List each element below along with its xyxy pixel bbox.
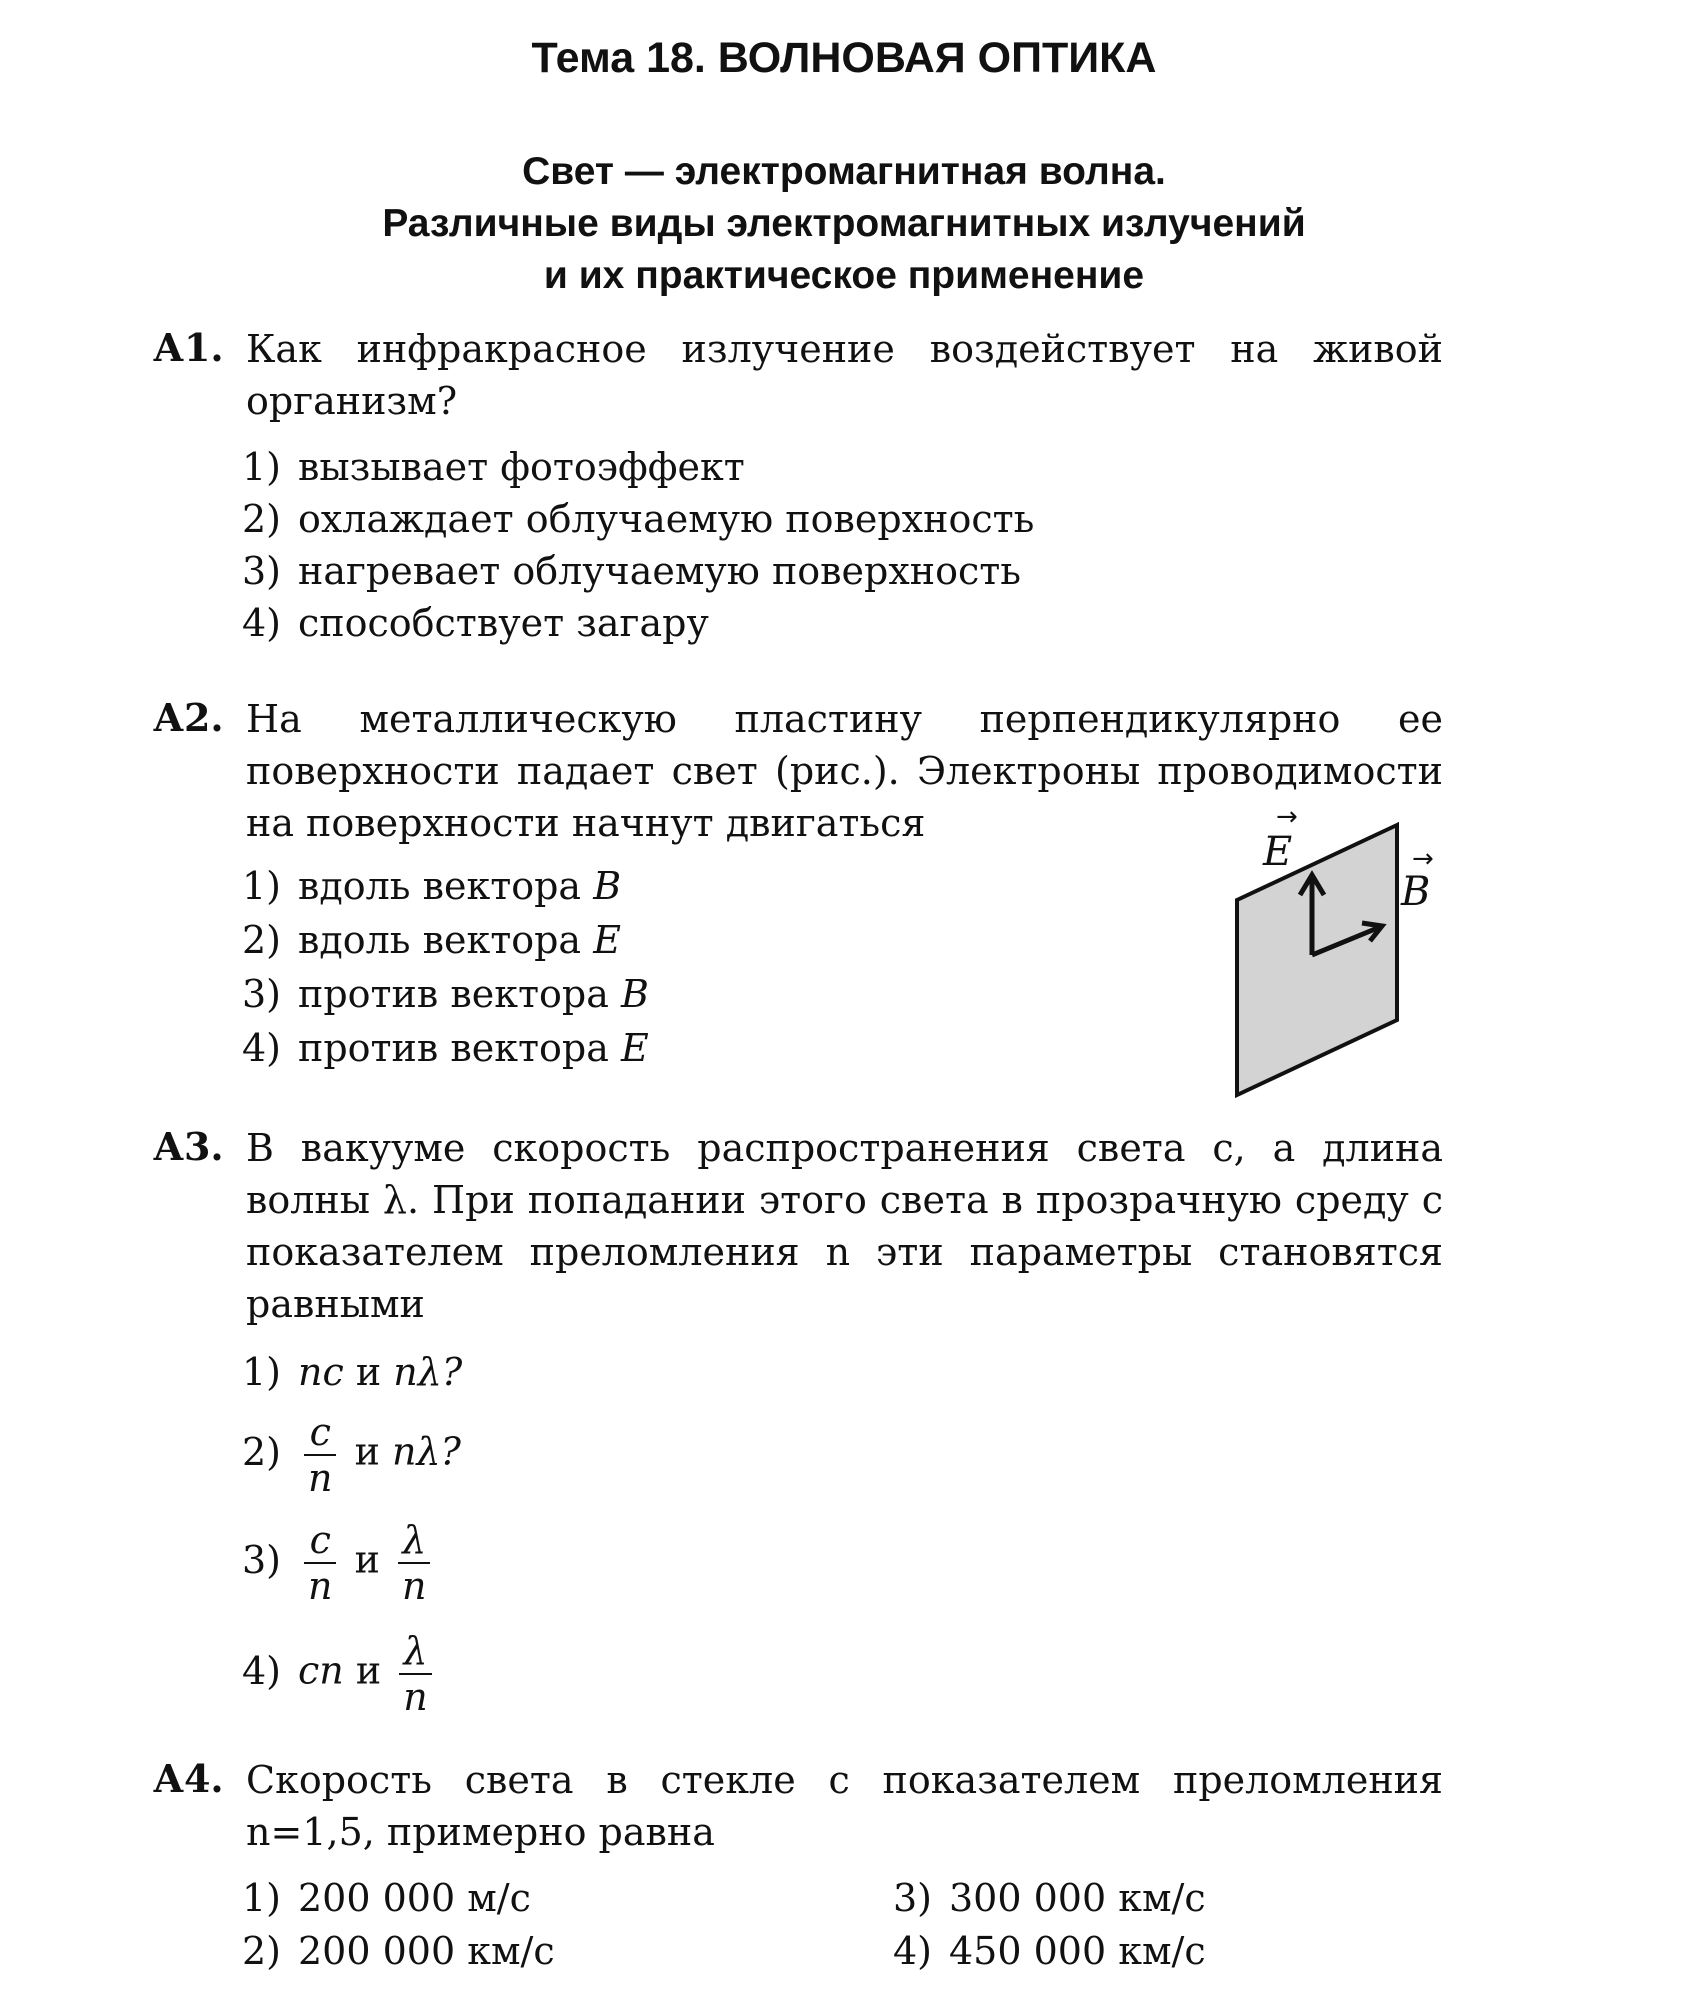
formula-term: nλ? xyxy=(393,1350,463,1394)
option-number: 2) xyxy=(242,1429,282,1474)
answer-option[interactable] xyxy=(242,860,621,912)
answer-option[interactable] xyxy=(242,1410,461,1500)
question-text: На металлическую пластину перпендикулярно ее поверхности падает свет (рис.). Электроны проводимости на поверхности начнут двигаться xyxy=(246,697,1443,845)
question-text: Скорость света в стекле с показателем преломления n=1,5, примерно равна xyxy=(246,1758,1443,1854)
question-number: А1. xyxy=(153,325,224,370)
option-number: 1) xyxy=(242,1876,282,1920)
option-number: 3) xyxy=(893,1876,933,1920)
answer-option[interactable] xyxy=(893,1925,1206,1977)
conjunction: и xyxy=(355,1350,382,1394)
answer-option[interactable] xyxy=(242,1629,438,1719)
option-number: 1) xyxy=(242,864,282,908)
option-number: 4) xyxy=(242,1648,282,1693)
answer-option[interactable] xyxy=(242,968,649,1020)
option-text: вызывает фотоэффект xyxy=(298,445,745,489)
formula-term: cn xyxy=(298,1648,344,1693)
answer-option[interactable] xyxy=(893,1872,1206,1924)
question-number: А4. xyxy=(153,1756,224,1801)
option-number: 4) xyxy=(242,1026,282,1070)
numerator: c xyxy=(309,1518,331,1562)
answer-option[interactable] xyxy=(242,545,1021,597)
section-title-line: Свет — электромагнитная волна. xyxy=(522,150,1166,193)
question-text: В вакууме скорость распространения света c, а длина волны λ. При попадании этого света в прозрачную среду с показателем преломления n эти параметры становятся равными xyxy=(246,1126,1443,1326)
answer-option[interactable] xyxy=(242,493,1034,545)
section-title-line: и их практическое применение xyxy=(543,254,1145,297)
answer-option[interactable] xyxy=(242,1346,462,1398)
option-number: 1) xyxy=(242,1350,282,1394)
option-text: 200 000 км/с xyxy=(298,1929,555,1973)
option-number: 3) xyxy=(242,1537,282,1582)
option-text: вдоль вектора xyxy=(298,864,582,908)
option-text: 200 000 м/с xyxy=(298,1876,531,1920)
option-number: 4) xyxy=(893,1929,933,1973)
vector-symbol: E xyxy=(620,1026,649,1070)
label-e: E xyxy=(1263,829,1293,875)
conjunction: и xyxy=(355,1648,382,1693)
denominator: n xyxy=(399,1673,431,1719)
option-text: против вектора xyxy=(298,972,609,1016)
option-text: 300 000 км/с xyxy=(949,1876,1206,1920)
denominator: n xyxy=(304,1562,336,1608)
option-text: вдоль вектора xyxy=(298,918,582,962)
conjunction: и xyxy=(354,1429,380,1474)
section-title-line: Различные виды электромагнитных излучений xyxy=(382,202,1306,245)
option-text: способствует загару xyxy=(298,601,709,645)
option-text: против вектора xyxy=(298,1026,609,1070)
option-number: 3) xyxy=(242,972,282,1016)
option-text: охлаждает облучаемую поверхность xyxy=(298,497,1035,541)
vector-symbol: E xyxy=(593,918,621,962)
numerator: λ xyxy=(403,1629,428,1673)
answer-option[interactable] xyxy=(242,1518,436,1608)
answer-option[interactable] xyxy=(242,914,621,966)
option-text: 450 000 км/с xyxy=(949,1929,1206,1973)
denominator: n xyxy=(398,1562,430,1608)
vector-symbol: B xyxy=(620,972,649,1016)
label-b: B xyxy=(1401,869,1431,915)
section-title xyxy=(0,146,1688,302)
denominator: n xyxy=(304,1454,336,1500)
numerator: c xyxy=(309,1410,331,1454)
vector-arrow-glyph: → xyxy=(1412,844,1434,874)
option-number: 1) xyxy=(242,445,282,489)
conjunction: и xyxy=(354,1537,380,1582)
option-number: 2) xyxy=(242,497,282,541)
question-number: А2. xyxy=(153,695,224,740)
answer-option[interactable] xyxy=(242,441,745,493)
numerator: λ xyxy=(402,1518,427,1562)
topic-title: Тема 18. ВОЛНОВАЯ ОПТИКА xyxy=(531,34,1157,82)
vector-arrow-glyph: → xyxy=(1276,805,1298,832)
option-text: нагревает облучаемую поверхность xyxy=(298,549,1021,593)
fraction xyxy=(304,1518,336,1608)
fraction xyxy=(399,1629,431,1719)
metal-plate xyxy=(1237,825,1397,1095)
option-number: 2) xyxy=(242,1929,282,1973)
fraction xyxy=(304,1410,336,1500)
question-number: А3. xyxy=(153,1124,224,1169)
option-number: 3) xyxy=(242,549,282,593)
fraction xyxy=(398,1518,430,1608)
formula-term: nλ? xyxy=(392,1429,461,1474)
question-text: Как инфракрасное излучение воздействует на живой организм? xyxy=(246,327,1443,423)
answer-option[interactable] xyxy=(242,1022,649,1074)
option-number: 2) xyxy=(242,918,282,962)
answer-option[interactable] xyxy=(242,597,709,649)
formula-term: nc xyxy=(298,1350,344,1394)
answer-option[interactable] xyxy=(242,1872,531,1924)
option-number: 4) xyxy=(242,601,282,645)
vector-symbol: B xyxy=(593,864,622,908)
answer-option[interactable] xyxy=(242,1925,555,1977)
plate-vector-figure xyxy=(1220,805,1460,1105)
